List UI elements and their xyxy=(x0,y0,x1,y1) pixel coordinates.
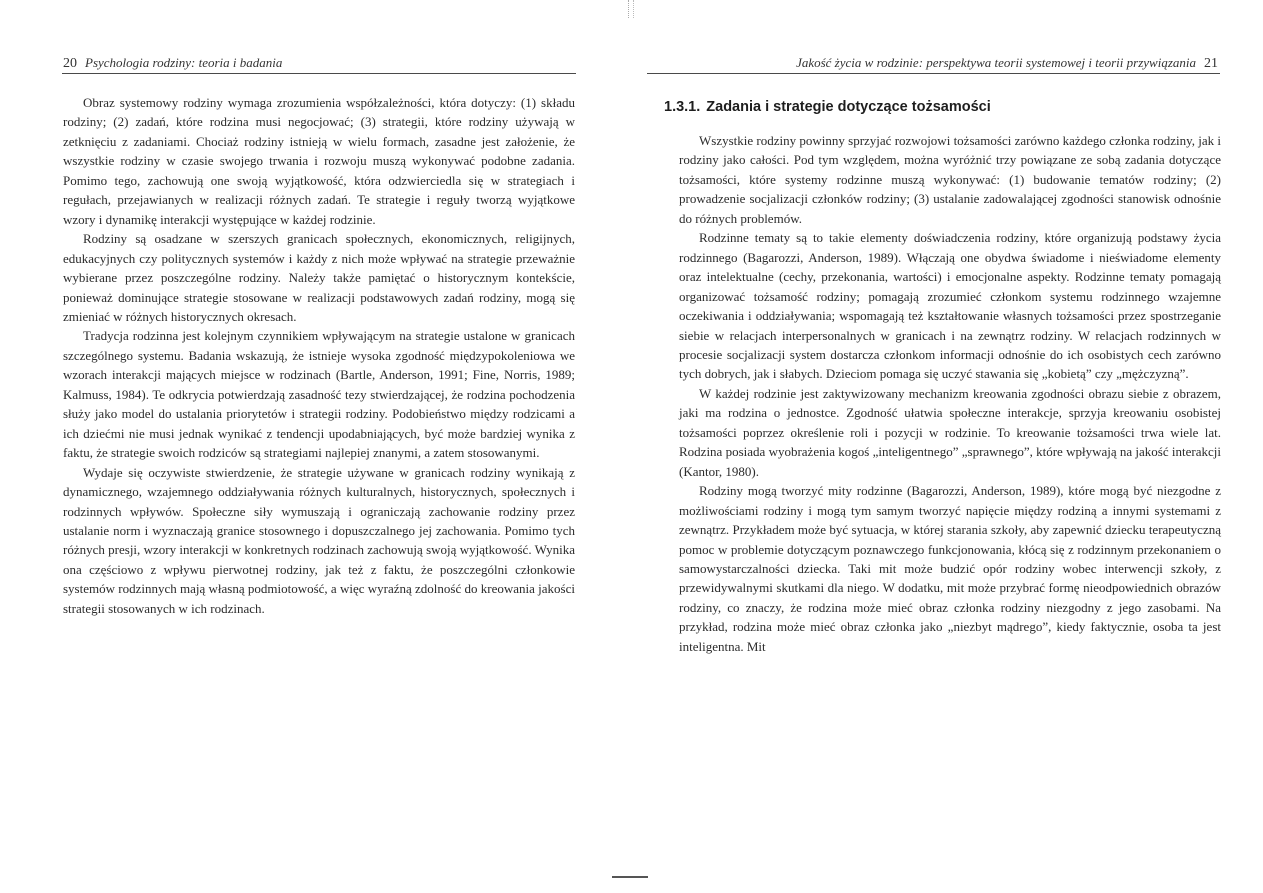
right-header-rule xyxy=(647,73,1220,74)
section-number: 1.3.1. xyxy=(664,99,701,115)
left-paragraph-2: Rodziny są osadzane w szerszych granicach społecznych, ekonomicznych, religijnych, edukacyjnych czy politycznych systemów i każdy z nich może wpływać na strategie przeważnie wybierane przez poszczególne rodziny. Należy także pamiętać o historycznym kontekście, ponieważ dominujące strategie stosowane w realizacji podstawowych zadań rodziny, mogą się zmieniać w różnych historycznych okresach. xyxy=(63,231,575,324)
left-paragraph-4: Wydaje się oczywiste stwierdzenie, że strategie używane w granicach rodziny wynikają z dynamicznego, wzajemnego oddziaływania różnych kulturalnych, historycznych, społecznych i rodzinnych wpływów. Społeczne siły wymuszają i ograniczają zachowanie rodziny przez ustalanie norm i wyznaczają granice stosownego i dopuszczalnego jej zachowania. Pomimo tych różnych presji, wzory interakcji w konkretnych rodzinach zachowują swoją wyjątkowość. Wynika ona częściowo z wpływu pierwotnej rodziny, jak też z faktu, że poszczególni członkowie systemów rodzinnych mają własną podmiotowość, a więc wyraźną zdolność do kreowania jakości strategii stosowanych w ich rodzinach. xyxy=(63,464,575,616)
section-heading xyxy=(664,99,991,115)
section-title: Zadania i strategie dotyczące tożsamości xyxy=(706,99,991,115)
left-paragraph-3: Tradycja rodzinna jest kolejnym czynnikiem wpływającym na strategie ustalone w granicach szczególnego systemu. Badania wskazują, że istnieje wysoka zgodność międzypokoleniowa we wzorach interakcji mających miejsce w rodzinach (Bartle, Anderson, 1991; Fine, Norris, 1989; Kalmuss, 1984). Te odkrycia potwierdzają zasadność tezy stwierdzającej, że rodzina pochodzenia służy jako model do ustalania priorytetów i strategii rodziny. Podobieństwo między rodzicami a ich dziećmi nie musi jednak wynikać z tendencji upodabniających, być może bardziej wynika z faktu, że strategie swoich rodziców są strategiami najlepiej znanymi, a zatem stosowanymi. xyxy=(63,328,575,461)
left-page-number: 20 xyxy=(63,56,77,71)
right-page-number: 21 xyxy=(1204,56,1218,71)
right-paragraph-3: W każdej rodzinie jest zaktywizowany mechanizm kreowania zgodności obrazu siebie z obrazem, jaki ma rodzina o jednostce. Zgodność ułatwia społeczne interakcje, sprzyja kreowaniu osobistej tożsamości poprzez określenie roli i pozycji w rodzinie. To kreowanie tożsamości trwa wiele lat. Rodzina posiada wyobrażenia kogoś „inteligentnego” „sprawnego”, które wpływają na jakość interakcji (Kantor, 1980). xyxy=(679,385,1221,479)
right-running-head xyxy=(796,56,1218,71)
right-running-title: Jakość życia w rodzinie: perspektywa teorii systemowej i teorii przywiązania xyxy=(796,55,1196,70)
left-body-text xyxy=(63,93,575,618)
right-page xyxy=(631,0,1263,893)
right-paragraph-2: Rodzinne tematy są to takie elementy doświadczenia rodziny, które organizują podstawy życia rodzinnego (Bagarozzi, Anderson, 1989). Włączają one obydwa świadome i nieświadome elementy oraz intelektualne (cechy, przekonania, wartości) i emocjonalne aspekty. Rodzinne tematy pomagają organizować tożsamość rodziny; pomagają zrozumieć członkom systemu rodzinnego wzajemne oczekiwania i oddziaływania; wspomagają też kształtowanie własnych tożsamości przez spostrzeganie siebie w relacjach interpersonalnych w granicach i na zewnątrz rodziny. W relacjach rodzinnych w procesie socjalizacji system dostarcza członkom informacji odnośnie do ich osobistych cech zarówno tych dobrych, jak i słabych. Dzieciom pomaga się uczyć stawania się „kobietą” czy „mężczyzną”. xyxy=(679,230,1221,382)
left-paragraph-1: Obraz systemowy rodziny wymaga zrozumienia współzależności, która dotyczy: (1) składu rodziny; (2) zadań, które rodzina musi negocjować; (3) strategii, które rodziny używają w zetknięciu z zadaniami. Chociaż rodziny istnieją w wielu formach, zasadne jest założenie, że wszystkie rodziny w czasie swojego trwania i rozwoju muszą wykonywać podobne zadania. Pomimo tego, zachowują one swoją wyjątkowość, która odzwierciedla się w strategiach i regułach, przejawianych w realizacji różnych zadań. Te strategie i reguły tworzą wyjątkowe wzory i dynamikę interakcji występujące w każdej rodzinie. xyxy=(63,95,575,227)
right-body-text xyxy=(679,131,1221,656)
left-running-title: Psychologia rodziny: teoria i badania xyxy=(85,55,283,70)
right-paragraph-1: Wszystkie rodziny powinny sprzyjać rozwojowi tożsamości zarówno każdego członka rodziny, jak i rodziny jako całości. Pod tym względem, można wyróżnić trzy powiązane ze sobą zadania dotyczące tożsamości, które systemy rodzinne muszą wykonywać: (1) budowanie tematów rodziny; (2) prowadzenie socjalizacji członków rodziny; (3) ustalanie zadowalającej zgodności stanowisk odnośnie do różnych problemów. xyxy=(679,133,1221,226)
left-page xyxy=(0,0,631,893)
right-paragraph-4: Rodziny mogą tworzyć mity rodzinne (Bagarozzi, Anderson, 1989), które mogą być niezgodne z możliwościami rodziny i mogą tym samym tworzyć napięcie między rodziną a innymi systemami z zewnątrz. Przykładem może być sytuacja, w której starania szkoły, aby zapewnić dziecku terapeutyczną pomoc w problemie dotyczącym poznawczego funkcjonowania, kłócą się z rodzinnym przekonaniem o samowystarczalności dziecka. Taki mit może budzić opór rodziny wobec interwencji szkoły, z przewidywalnymi skutkami dla niego. W dodatku, mit może przybrać formę nieodpowiednich obrazów rodziny, co znaczy, że rodzina może mieć obraz członka rodziny niezgodny z jego zasobami. Na przykład, rodzina może mieć obraz członka jako „niezbyt mądrego”, kiedy faktycznie, osoba ta jest inteligentna. Mit xyxy=(679,483,1221,654)
left-header-rule xyxy=(62,73,576,74)
left-running-head xyxy=(63,56,282,71)
